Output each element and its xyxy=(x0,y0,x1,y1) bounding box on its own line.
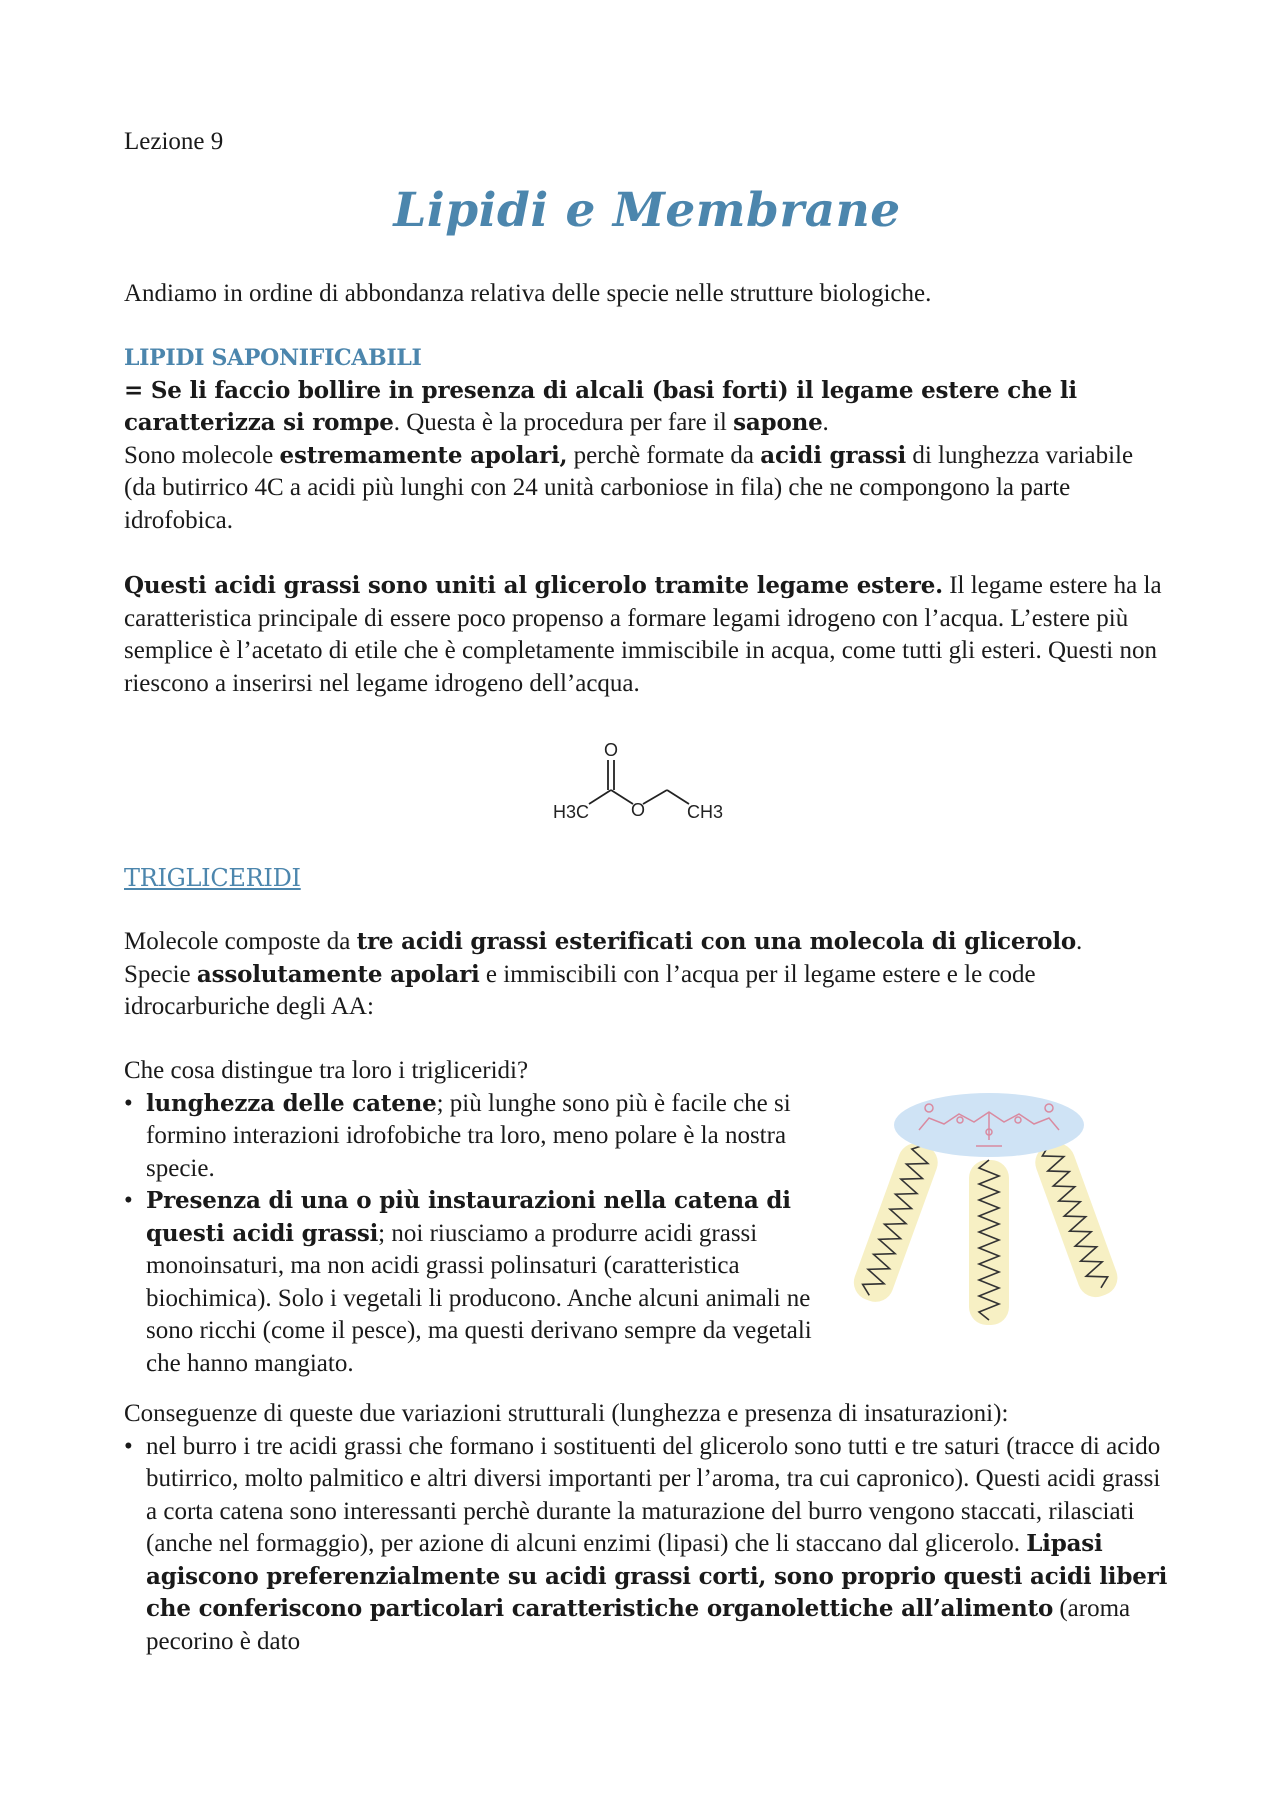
ethyl-acetate-structure xyxy=(509,740,724,830)
list-item: • lunghezza delle catene; più lunghe sono più è facile che si formino interazioni idrofobiche tra loro, meno polare è la nostra specie. xyxy=(124,1088,824,1186)
triglyceride-illustration xyxy=(864,1090,1114,1330)
lesson-label: Lezione 9 xyxy=(124,128,224,155)
list-item: • nel burro i tre acidi grassi che formano i sostituenti del glicerolo sono tutti e tre saturi (tracce di acido butirrico, molto palmitico e altri diversi importanti per l’aroma, tra cui capronico). Questi acidi grassi a corta catena sono interessanti perchè durante la maturazione del burro vengono staccati, rilasciati (anche nel formaggio), per azione di alcuni enzimi (lipasi) che li staccano dal glicerolo. Lipasi agiscono preferenzialmente su acidi grassi corti, sono proprio questi acidi liberi che conferiscono particolari caratteristiche organolettiche all’alimento (aroma pecorino è dato xyxy=(124,1431,1170,1659)
chain-right-background xyxy=(1030,1138,1122,1302)
question-text: Che cosa distingue tra loro i trigliceridi? xyxy=(124,1057,529,1084)
fatty-acid-chains xyxy=(849,1138,1123,1325)
trigliceridi-paragraph-1: Molecole composte da tre acidi grassi esterificati con una molecola di glicerolo. Specie assolutamente apolari e immiscibili con l’acqua per il legame estere e le code idrocarburiche degli AA: xyxy=(124,928,1083,1020)
section-heading-trigliceridi: TRIGLICERIDI xyxy=(124,864,301,892)
section-trigliceridi xyxy=(124,862,1170,895)
methyl-label-left: H3C xyxy=(552,802,590,822)
consequences-section xyxy=(124,1398,1170,1658)
carbonyl-oxygen-label: O xyxy=(603,740,619,760)
section-saponificabili xyxy=(124,342,1170,537)
bold-text: = Se li faccio bollire in presenza di alcali (basi forti) il legame estere che li caratterizza si rompe xyxy=(124,376,1077,436)
ester-oxygen-label: O xyxy=(630,800,646,820)
trigliceridi-differences xyxy=(124,1055,824,1380)
differences-list xyxy=(124,1088,824,1381)
consequences-list xyxy=(124,1431,1170,1659)
bond-line xyxy=(611,790,633,804)
methyl-label-right: CH3 xyxy=(686,802,724,822)
intro-paragraph: Andiamo in ordine di abbondanza relativa delle specie nelle strutture biologiche. xyxy=(124,280,932,307)
section-heading-saponificabili: LIPIDI SAPONIFICABILI xyxy=(124,345,422,371)
consequences-intro: Conseguenze di queste due variazioni strutturali (lunghezza e presenza di insaturazioni): xyxy=(124,1400,1009,1427)
saponificabili-paragraph-2: Sono molecole estremamente apolari, perchè formate da acidi grassi di lunghezza variabile (da butirrico 4C a acidi più lunghi con 24 unità carboniose in fila) che ne compongono la parte idrofobica. xyxy=(124,441,1134,534)
saponificabili-paragraph-1: = Se li faccio bollire in presenza di alcali (basi forti) il legame estere che li caratterizza si rompe. Questa è la procedura per fare il sapone. xyxy=(124,376,1077,436)
bond-line xyxy=(643,790,667,804)
list-item: • Presenza di una o più instaurazioni nella catena di questi acidi grassi; noi riusciamo a produrre acidi grassi monoinsaturi, ma non acidi grassi polinsaturi (caratteristica biochimica). Solo i vegetali li producono. Anche alcuni animali ne sono ricchi (come il pesce), ma questi derivano sempre da vegetali che hanno mangiato. xyxy=(124,1185,824,1380)
page-title: Lipidi e Membrane xyxy=(393,183,901,238)
bond-line xyxy=(589,790,611,804)
saponificabili-paragraph-3: Questi acidi grassi sono uniti al glicerolo tramite legame estere. Il legame estere ha la caratteristica principale di essere poco propenso a formare legami idrogeno con l’acqua. L’estere più semplice è l’acetato di etile che è completamente immiscibile in acqua, come tutti gli esteri. Questi non riescono a inserirsi nel legame idrogeno dell’acqua. xyxy=(124,572,1162,697)
bond-line xyxy=(667,790,689,804)
